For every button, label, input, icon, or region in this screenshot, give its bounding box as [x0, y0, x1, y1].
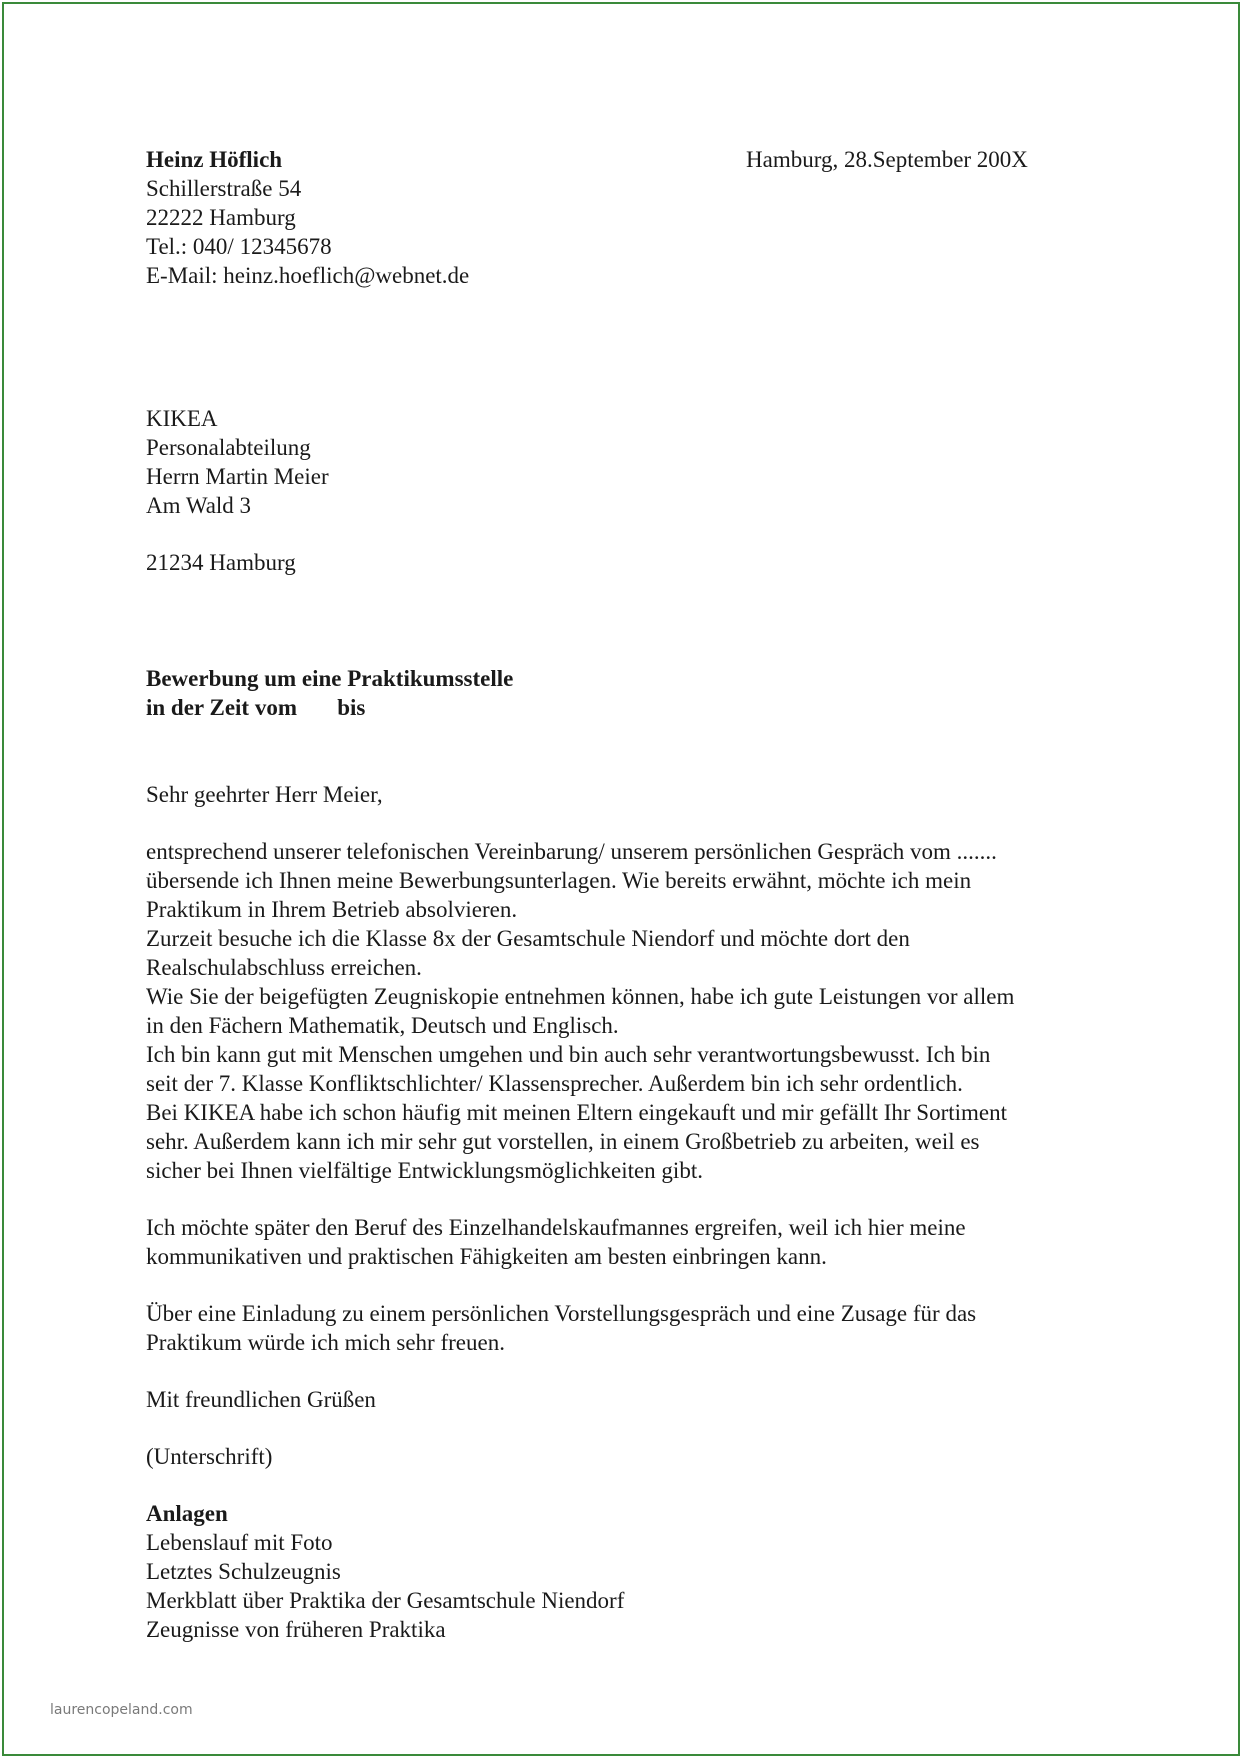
- letter-date: Hamburg, 28.September 200X: [746, 147, 1028, 172]
- sender-email: E-Mail: heinz.hoeflich@webnet.de: [146, 263, 470, 288]
- sender-street: Schillerstraße 54: [146, 176, 302, 201]
- body-line: übersende ich Ihnen meine Bewerbungsunterlagen. Wie bereits erwähnt, möchte ich mein: [146, 868, 972, 893]
- recipient-person: Herrn Martin Meier: [146, 464, 329, 489]
- sender-name: Heinz Höflich: [146, 147, 283, 172]
- body-line: sicher bei Ihnen vielfältige Entwicklungsmöglichkeiten gibt.: [146, 1158, 703, 1183]
- body-line: Praktikum würde ich mich sehr freuen.: [146, 1330, 505, 1355]
- body-line: entsprechend unserer telefonischen Vereinbarung/ unserem persönlichen Gespräch vom .......: [146, 839, 997, 864]
- recipient-company: KIKEA: [146, 406, 218, 431]
- sender-phone: Tel.: 040/ 12345678: [146, 234, 332, 259]
- attachment-item: Merkblatt über Praktika der Gesamtschule Niendorf: [146, 1588, 625, 1613]
- body-line: sehr. Außerdem kann ich mir sehr gut vorstellen, in einem Großbetrieb zu arbeiten, weil es: [146, 1129, 980, 1154]
- body-line: Wie Sie der beigefügten Zeugniskopie entnehmen können, habe ich gute Leistungen vor allem: [146, 984, 1015, 1009]
- body-line: Ich möchte später den Beruf des Einzelhandelskaufmannes ergreifen, weil ich hier meine: [146, 1215, 966, 1240]
- salutation: Sehr geehrter Herr Meier,: [146, 782, 383, 807]
- attachments-heading: Anlagen: [146, 1501, 228, 1526]
- body-line: Zurzeit besuche ich die Klasse 8x der Gesamtschule Niendorf und möchte dort den: [146, 926, 910, 951]
- attachment-item: Letztes Schulzeugnis: [146, 1559, 341, 1584]
- watermark-text: laurencopeland.com: [50, 1702, 193, 1718]
- subject-line-1: Bewerbung um eine Praktikumsstelle: [146, 666, 514, 691]
- recipient-department: Personalabteilung: [146, 435, 311, 460]
- recipient-city: 21234 Hamburg: [146, 550, 296, 575]
- watermark: [40, 1700, 203, 1720]
- sender-city: 22222 Hamburg: [146, 205, 296, 230]
- attachment-item: Zeugnisse von früheren Praktika: [146, 1617, 446, 1642]
- recipient-street: Am Wald 3: [146, 493, 252, 518]
- body-line: Bei KIKEA habe ich schon häufig mit meinen Eltern eingekauft und mir gefällt Ihr Sortiment: [146, 1100, 1007, 1125]
- body-line: Praktikum in Ihrem Betrieb absolvieren.: [146, 897, 518, 922]
- attachment-item: Lebenslauf mit Foto: [146, 1530, 333, 1555]
- body-line: Realschulabschluss erreichen.: [146, 955, 422, 980]
- subject-line-2: in der Zeit vom bis: [146, 695, 366, 720]
- signature-placeholder: (Unterschrift): [146, 1444, 273, 1469]
- closing: Mit freundlichen Grüßen: [146, 1387, 376, 1412]
- body-line: Über eine Einladung zu einem persönlichen Vorstellungsgespräch und eine Zusage für das: [146, 1301, 977, 1326]
- body-line: seit der 7. Klasse Konfliktschlichter/ Klassensprecher. Außerdem bin ich sehr ordentlich.: [146, 1071, 963, 1096]
- body-line: Ich bin kann gut mit Menschen umgehen und bin auch sehr verantwortungsbewusst. Ich bin: [146, 1042, 991, 1067]
- body-line: kommunikativen und praktischen Fähigkeiten am besten einbringen kann.: [146, 1244, 827, 1269]
- body-line: in den Fächern Mathematik, Deutsch und Englisch.: [146, 1013, 619, 1038]
